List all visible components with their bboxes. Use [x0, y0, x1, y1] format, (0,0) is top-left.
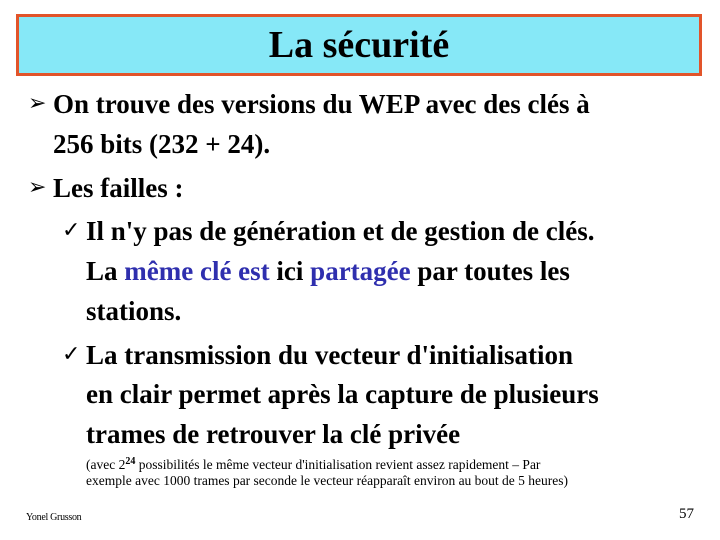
subbullet-2-line-3: trames de retrouver la clé privée — [86, 419, 461, 449]
text-segment: par toutes les — [410, 256, 570, 286]
subbullet-1-line-1: Il n'y pas de génération et de gestion de clés. — [86, 216, 595, 246]
arrow-bullet-icon: ➢ — [28, 91, 47, 116]
text-segment: (avec 2 — [86, 457, 126, 472]
text-segment: ici — [269, 256, 311, 286]
text-segment: possibilités le même vecteur d'initialisation revient assez rapidement – Par — [135, 457, 541, 472]
footer-author: Yonel Grusson — [26, 512, 82, 523]
page-number: 57 — [679, 506, 694, 522]
bullet-2: Les failles : — [53, 173, 184, 203]
highlighted-text: partagée — [310, 256, 411, 286]
text-segment: La — [86, 256, 125, 286]
checkmark-icon: ✓ — [62, 218, 81, 243]
arrow-bullet-icon: ➢ — [28, 175, 47, 200]
superscript: 24 — [125, 456, 136, 467]
subbullet-2-line-2: en clair permet après la capture de plusieurs — [86, 379, 599, 409]
note-line-1 — [86, 453, 540, 474]
subbullet-1-line-2 — [86, 256, 570, 286]
highlighted-text: même clé est — [124, 256, 270, 286]
bullet-1-line-2: 256 bits (232 + 24). — [53, 129, 271, 159]
note-line-2: exemple avec 1000 trames par seconde le vecteur réapparaît environ au bout de 5 heures) — [86, 473, 569, 488]
bullet-1-line-1: On trouve des versions du WEP avec des clés à — [53, 89, 590, 119]
title-box — [16, 14, 702, 76]
checkmark-icon: ✓ — [62, 342, 81, 367]
subbullet-1-line-3: stations. — [86, 296, 182, 326]
subbullet-2-line-1: La transmission du vecteur d'initialisation — [86, 340, 574, 370]
slide-title: La sécurité — [268, 24, 450, 66]
